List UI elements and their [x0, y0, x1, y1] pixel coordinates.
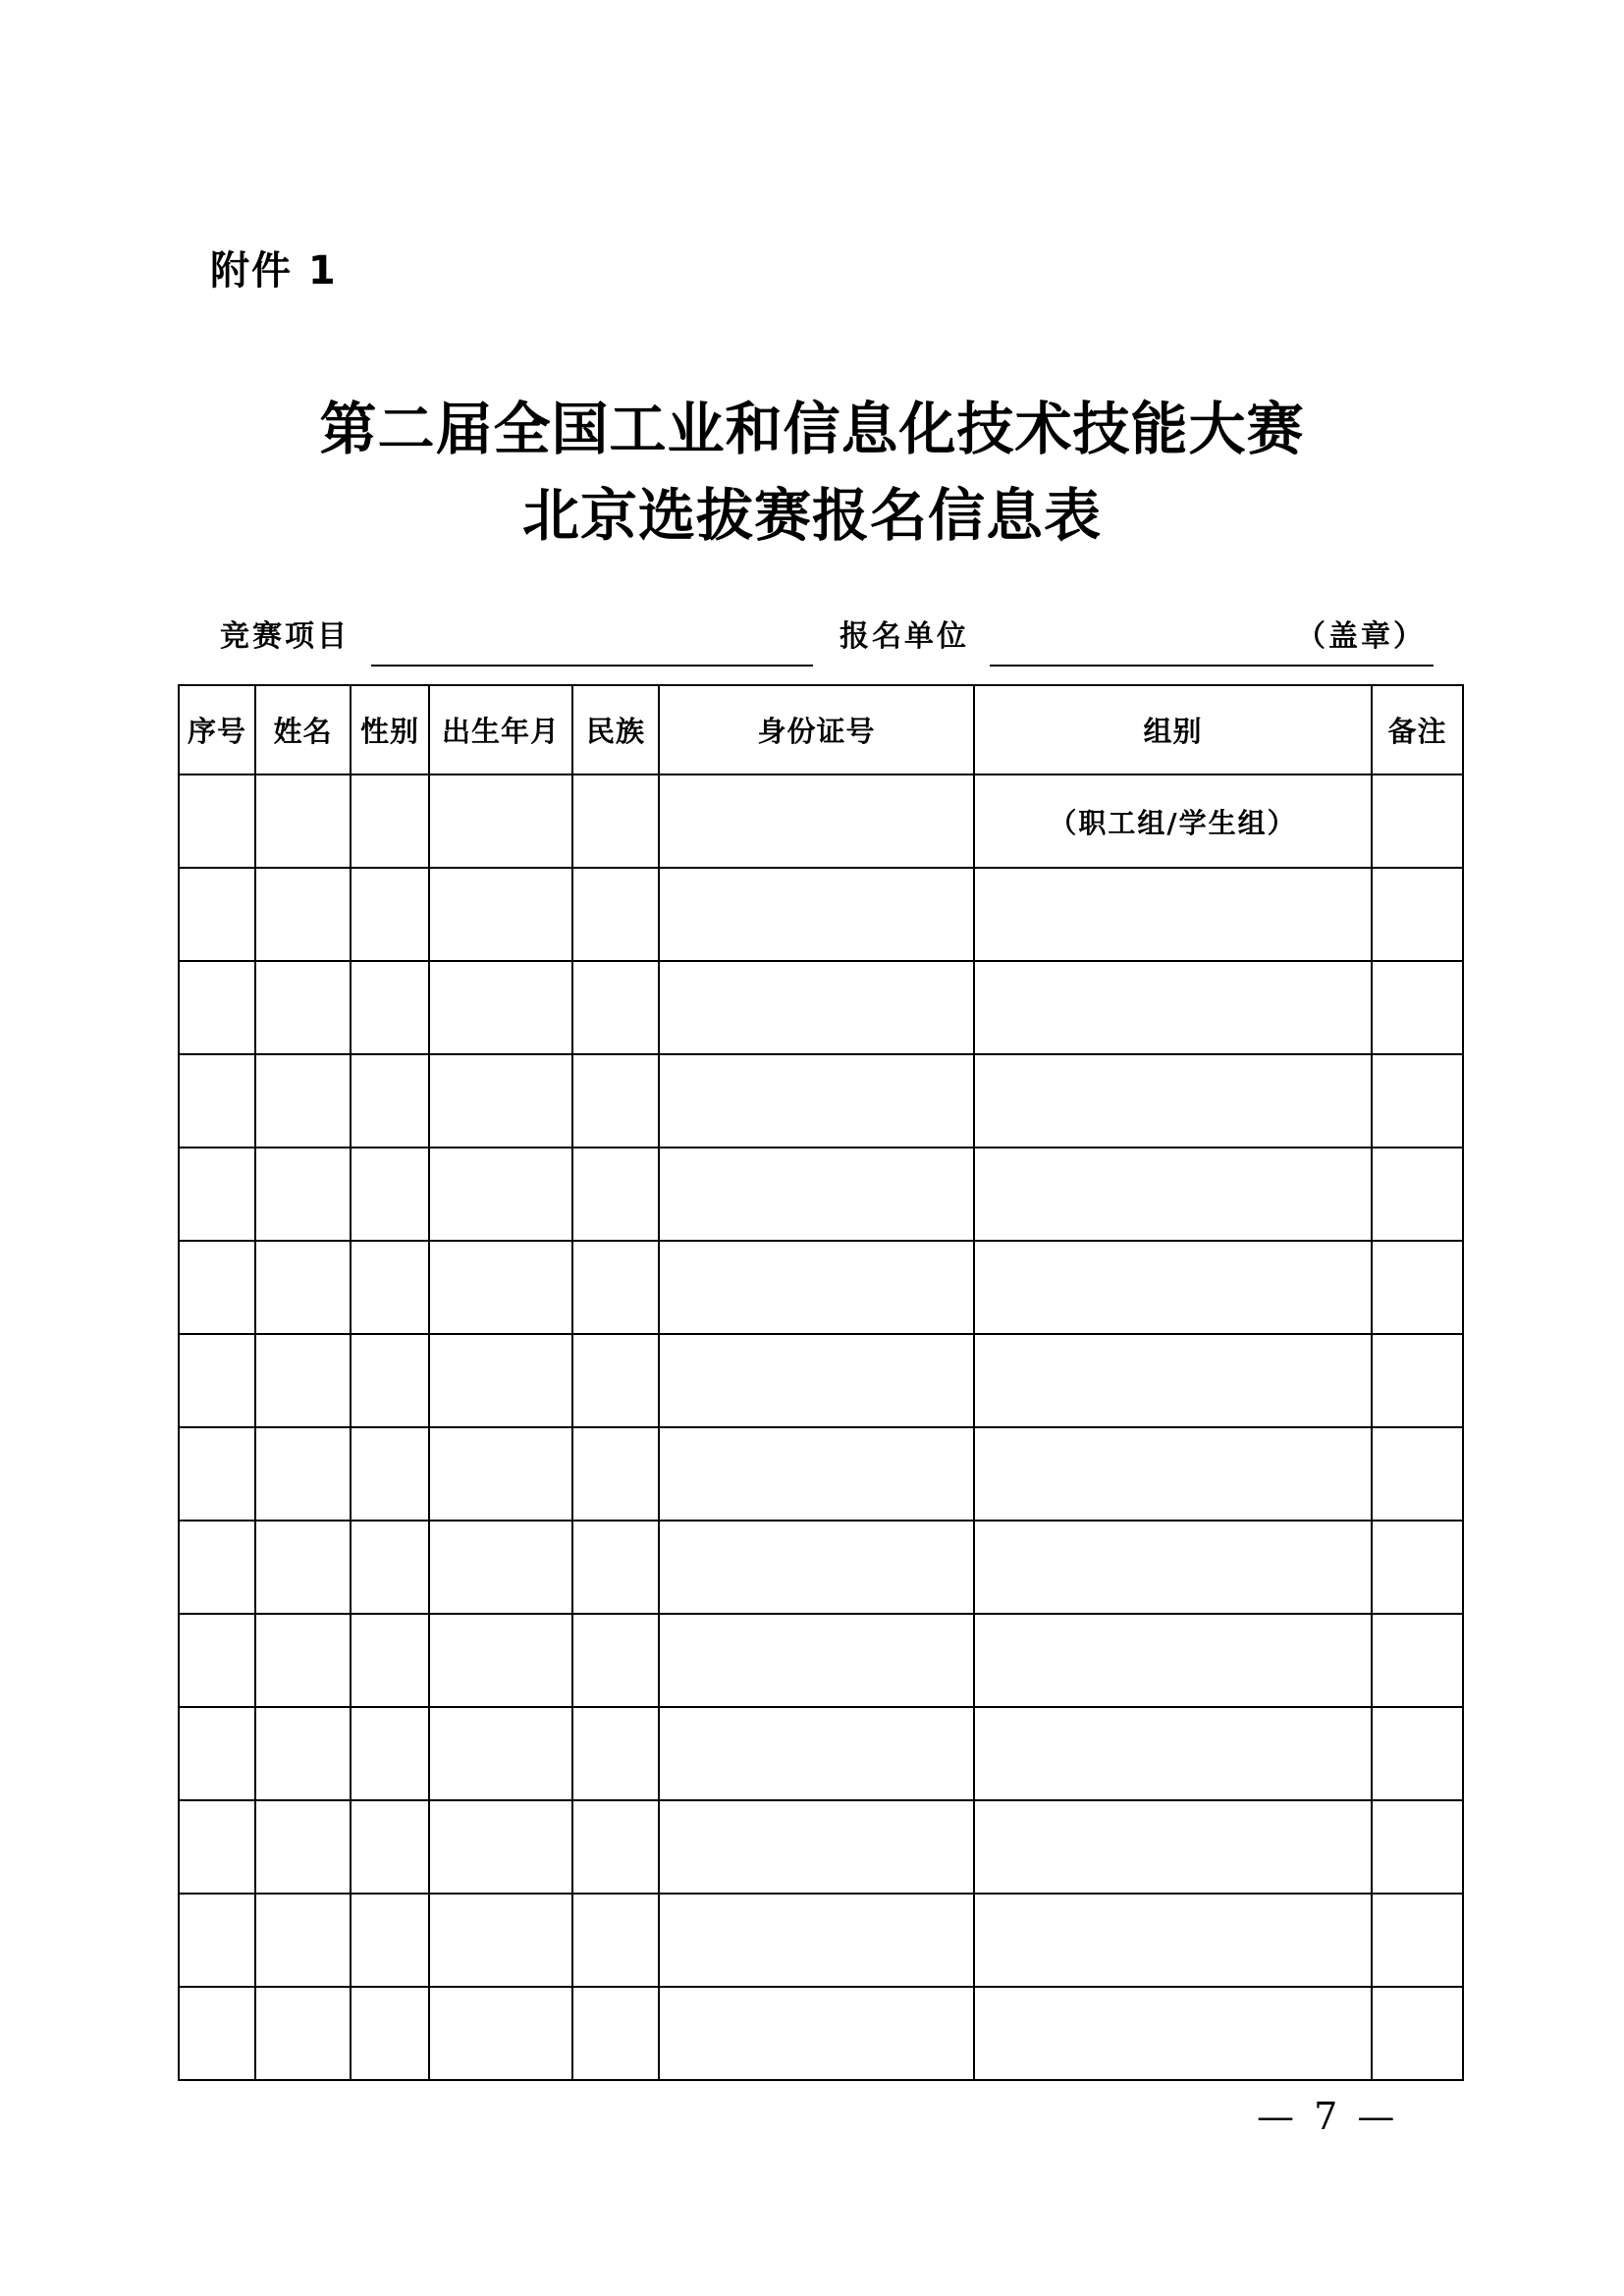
table-row — [179, 961, 1463, 1054]
cell-name[interactable] — [255, 1614, 351, 1707]
cell-birth-date[interactable] — [429, 1427, 572, 1521]
registration-table — [178, 684, 1464, 2081]
cell-gender[interactable] — [351, 1800, 429, 1894]
cell-id-number[interactable] — [659, 1427, 974, 1521]
cell-birth-date[interactable] — [429, 1521, 572, 1614]
cell-gender[interactable] — [351, 1614, 429, 1707]
cell-serial-number[interactable] — [179, 1241, 255, 1334]
cell-group[interactable] — [974, 1894, 1372, 1987]
cell-group[interactable] — [974, 1707, 1372, 1800]
cell-ethnicity[interactable] — [572, 1148, 659, 1241]
cell-serial-number[interactable] — [179, 868, 255, 961]
header-serial-number: 序号 — [179, 685, 255, 774]
table-row — [179, 1614, 1463, 1707]
cell-id-number[interactable] — [659, 1800, 974, 1894]
cell-group[interactable] — [974, 1148, 1372, 1241]
cell-serial-number[interactable] — [179, 1148, 255, 1241]
cell-name[interactable] — [255, 1241, 351, 1334]
cell-serial-number[interactable] — [179, 961, 255, 1054]
cell-birth-date[interactable] — [429, 1054, 572, 1148]
attachment-label: 附件 1 — [210, 248, 338, 294]
cell-name[interactable] — [255, 1987, 351, 2080]
cell-group[interactable] — [974, 1800, 1372, 1894]
cell-group[interactable] — [974, 868, 1372, 961]
cell-birth-date[interactable] — [429, 1800, 572, 1894]
cell-birth-date[interactable] — [429, 1614, 572, 1707]
cell-remarks[interactable] — [1372, 1707, 1463, 1800]
cell-gender[interactable] — [351, 1334, 429, 1427]
cell-group[interactable] — [974, 1241, 1372, 1334]
cell-id-number[interactable] — [659, 1894, 974, 1987]
cell-gender[interactable] — [351, 868, 429, 961]
page-number: — 7 — — [1257, 2095, 1399, 2138]
cell-gender[interactable] — [351, 961, 429, 1054]
table-row — [179, 1521, 1463, 1614]
cell-id-number[interactable] — [659, 868, 974, 961]
cell-gender[interactable] — [351, 1521, 429, 1614]
cell-name[interactable] — [255, 961, 351, 1054]
cell-remarks[interactable] — [1372, 1800, 1463, 1894]
cell-id-number[interactable] — [659, 1241, 974, 1334]
cell-id-number[interactable] — [659, 1614, 974, 1707]
table-body — [179, 774, 1463, 2080]
cell-gender[interactable] — [351, 774, 429, 868]
cell-id-number[interactable] — [659, 1521, 974, 1614]
form-title-line1: 第二届全国工业和信息化技术技能大赛 — [319, 396, 1305, 462]
cell-remarks[interactable] — [1372, 1241, 1463, 1334]
cell-id-number[interactable] — [659, 774, 974, 868]
cell-birth-date[interactable] — [429, 1241, 572, 1334]
cell-ethnicity[interactable] — [572, 1614, 659, 1707]
cell-birth-date[interactable] — [429, 961, 572, 1054]
cell-group[interactable] — [974, 1334, 1372, 1427]
table-row — [179, 1148, 1463, 1241]
cell-remarks[interactable] — [1372, 774, 1463, 868]
cell-gender[interactable] — [351, 1427, 429, 1521]
cell-remarks[interactable] — [1372, 1427, 1463, 1521]
cell-id-number[interactable] — [659, 961, 974, 1054]
registration-unit-field[interactable] — [990, 665, 1434, 667]
table-row — [179, 1707, 1463, 1800]
cell-birth-date[interactable] — [429, 1894, 572, 1987]
cell-ethnicity[interactable] — [572, 1800, 659, 1894]
cell-serial-number[interactable] — [179, 1987, 255, 2080]
cell-remarks[interactable] — [1372, 1334, 1463, 1427]
cell-name[interactable] — [255, 1427, 351, 1521]
cell-id-number[interactable] — [659, 1707, 974, 1800]
cell-remarks[interactable] — [1372, 1894, 1463, 1987]
cell-name[interactable] — [255, 868, 351, 961]
cell-gender[interactable] — [351, 1148, 429, 1241]
cell-id-number[interactable] — [659, 1054, 974, 1148]
cell-name[interactable] — [255, 1148, 351, 1241]
table-row — [179, 1800, 1463, 1894]
header-name: 姓名 — [255, 685, 351, 774]
table-row — [179, 1987, 1463, 2080]
registration-unit-label: 报名单位 — [839, 619, 969, 654]
cell-serial-number[interactable] — [179, 1427, 255, 1521]
header-ethnicity: 民族 — [572, 685, 659, 774]
cell-group[interactable] — [974, 1521, 1372, 1614]
cell-name[interactable] — [255, 1894, 351, 1987]
header-birth-date: 出生年月 — [429, 685, 572, 774]
header-gender: 性别 — [351, 685, 429, 774]
cell-ethnicity[interactable] — [572, 868, 659, 961]
cell-name[interactable] — [255, 1334, 351, 1427]
cell-name[interactable] — [255, 1521, 351, 1614]
cell-remarks[interactable] — [1372, 1054, 1463, 1148]
form-title-line2: 北京选拔赛报名信息表 — [521, 482, 1102, 549]
cell-serial-number[interactable] — [179, 1614, 255, 1707]
header-group: 组别 — [974, 685, 1372, 774]
cell-birth-date[interactable] — [429, 1334, 572, 1427]
competition-item-field[interactable] — [371, 665, 813, 667]
cell-ethnicity[interactable] — [572, 961, 659, 1054]
cell-group[interactable] — [974, 961, 1372, 1054]
cell-ethnicity[interactable] — [572, 774, 659, 868]
table-row — [179, 1894, 1463, 1987]
table-row — [179, 868, 1463, 961]
cell-group-hint[interactable]: （职工组/学生组） — [974, 774, 1372, 868]
form-header-fields — [0, 604, 1624, 672]
cell-remarks[interactable] — [1372, 1987, 1463, 2080]
table-row — [179, 774, 1463, 868]
cell-name[interactable] — [255, 1800, 351, 1894]
cell-gender[interactable] — [351, 1241, 429, 1334]
cell-serial-number[interactable] — [179, 1334, 255, 1427]
table-row — [179, 1427, 1463, 1521]
cell-group[interactable] — [974, 1054, 1372, 1148]
cell-id-number[interactable] — [659, 1987, 974, 2080]
table-row — [179, 1241, 1463, 1334]
cell-ethnicity[interactable] — [572, 1707, 659, 1800]
cell-gender[interactable] — [351, 1987, 429, 2080]
cell-ethnicity[interactable] — [572, 1427, 659, 1521]
cell-ethnicity[interactable] — [572, 1894, 659, 1987]
stamp-note: （盖章） — [1296, 619, 1426, 654]
cell-serial-number[interactable] — [179, 1894, 255, 1987]
header-remarks: 备注 — [1372, 685, 1463, 774]
cell-remarks[interactable] — [1372, 868, 1463, 961]
table-row — [179, 1054, 1463, 1148]
cell-birth-date[interactable] — [429, 1148, 572, 1241]
cell-id-number[interactable] — [659, 1148, 974, 1241]
cell-group[interactable] — [974, 1614, 1372, 1707]
cell-remarks[interactable] — [1372, 1614, 1463, 1707]
cell-birth-date[interactable] — [429, 774, 572, 868]
cell-ethnicity[interactable] — [572, 1521, 659, 1614]
cell-remarks[interactable] — [1372, 1148, 1463, 1241]
cell-ethnicity[interactable] — [572, 1054, 659, 1148]
cell-serial-number[interactable] — [179, 1521, 255, 1614]
competition-item-label: 竞赛项目 — [220, 619, 350, 654]
header-id-number: 身份证号 — [659, 685, 974, 774]
cell-serial-number[interactable] — [179, 1054, 255, 1148]
cell-group[interactable] — [974, 1987, 1372, 2080]
cell-remarks[interactable] — [1372, 1521, 1463, 1614]
cell-gender[interactable] — [351, 1894, 429, 1987]
cell-name[interactable] — [255, 1707, 351, 1800]
cell-birth-date[interactable] — [429, 1987, 572, 2080]
table-header-row — [179, 685, 1463, 774]
cell-serial-number[interactable] — [179, 1800, 255, 1894]
cell-id-number[interactable] — [659, 1334, 974, 1427]
cell-name[interactable] — [255, 774, 351, 868]
cell-name[interactable] — [255, 1054, 351, 1148]
cell-birth-date[interactable] — [429, 868, 572, 961]
cell-birth-date[interactable] — [429, 1707, 572, 1800]
cell-gender[interactable] — [351, 1707, 429, 1800]
cell-serial-number[interactable] — [179, 1707, 255, 1800]
cell-ethnicity[interactable] — [572, 1334, 659, 1427]
cell-ethnicity[interactable] — [572, 1241, 659, 1334]
cell-group[interactable] — [974, 1427, 1372, 1521]
cell-serial-number[interactable] — [179, 774, 255, 868]
cell-gender[interactable] — [351, 1054, 429, 1148]
cell-ethnicity[interactable] — [572, 1987, 659, 2080]
cell-remarks[interactable] — [1372, 961, 1463, 1054]
table-row — [179, 1334, 1463, 1427]
